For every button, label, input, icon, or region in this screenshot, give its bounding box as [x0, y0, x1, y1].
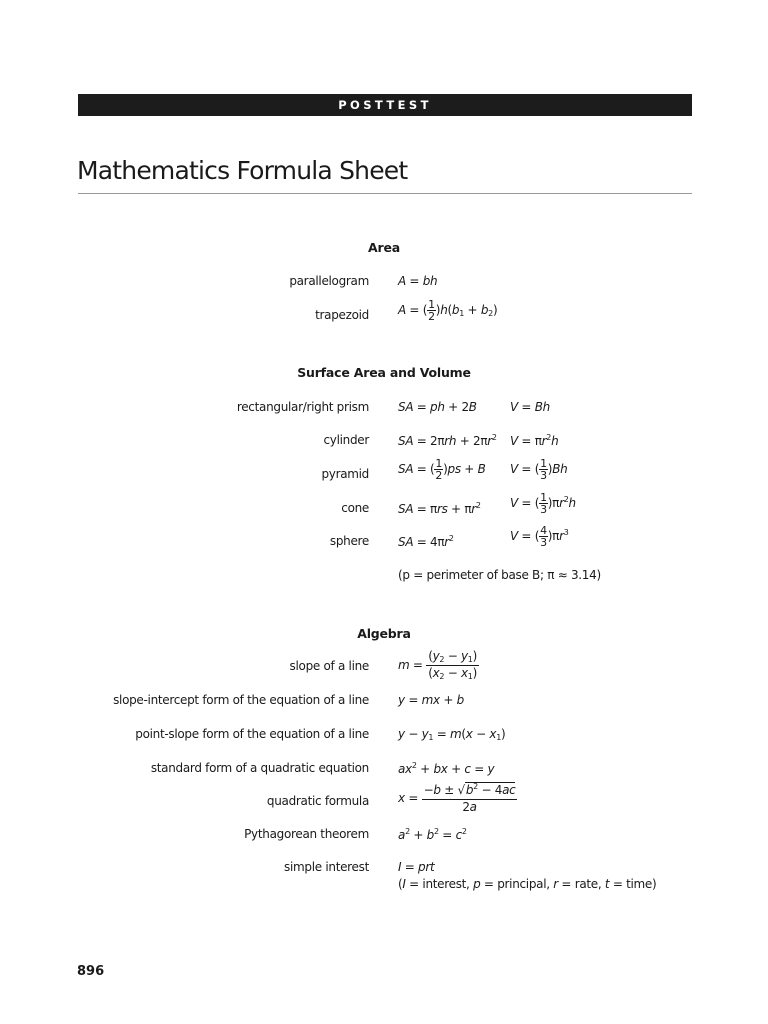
simple-interest-label: simple interest — [284, 860, 369, 874]
trapezoid-label: trapezoid — [315, 308, 369, 322]
pyramid-label: pyramid — [321, 467, 369, 481]
point-slope-label: point-slope form of the equation of a line — [135, 727, 369, 741]
pythagorean-formula: $a^2 + b^2 = c^2$ — [398, 827, 467, 842]
slope-intercept-formula: y = mx + b — [398, 693, 464, 707]
rect-prism-label: rectangular/right prism — [236, 400, 369, 414]
cylinder-label: cylinder — [323, 433, 369, 447]
v-sphere-formula: V = ( $\frac{4}{3}$ )$\pi r^3$ — [510, 524, 569, 549]
page-number: 896 — [77, 964, 105, 979]
sa-pyramid-formula: SA = ( $\frac{1}{2}$ )ps + B — [398, 457, 486, 482]
slope-label: slope of a line — [289, 659, 369, 673]
pythagorean-label: Pythagorean theorem — [244, 827, 369, 841]
v-cone-formula: V = ( $\frac{1}{3}$ )$\pi r^2h$ — [510, 491, 576, 516]
page-title: Mathematics Formula Sheet — [77, 156, 408, 185]
simple-interest-note: (I = interest, p = principal, r = rate, t = time) — [398, 877, 657, 891]
surface-volume-heading: Surface Area and Volume — [297, 365, 471, 380]
sphere-label: sphere — [329, 534, 369, 548]
title-divider — [78, 193, 692, 194]
parallelogram-label: parallelogram — [289, 274, 369, 288]
algebra-heading: Algebra — [357, 626, 411, 641]
simple-interest-formula: I = prt — [398, 860, 435, 874]
sa-rect-prism-formula: SA = ph + 2B — [398, 400, 477, 414]
quadratic-formula-label: quadratic formula — [266, 794, 369, 808]
cone-label: cone — [341, 501, 369, 515]
sa-cone-formula: SA = $\pi rs + \pi r^2$ — [398, 501, 481, 516]
v-pyramid-formula: V = ( $\frac{1}{3}$ )Bh — [510, 457, 568, 482]
slope-formula: m = $\frac{(y_2 - y_1)}{(x_2 - x_1)}$ — [398, 649, 477, 682]
standard-quadratic-label: standard form of a quadratic equation — [150, 761, 369, 775]
area-parallelogram-formula: A = bh — [398, 274, 438, 288]
perimeter-note: (p = perimeter of base B; π ≈ 3.14) — [398, 568, 601, 582]
section-banner: POSTTEST — [78, 94, 692, 116]
v-rect-prism-formula: V = Bh — [510, 400, 550, 414]
area-trapezoid-formula: A = ( $\frac{1}{2}$ )$h(b_1 + b_2)$ — [398, 298, 498, 323]
sa-cylinder-formula: SA = $2\pi rh + 2\pi r^2$ — [398, 433, 497, 448]
area-heading: Area — [368, 240, 400, 255]
quadratic-formula: x = $\frac{-b \pm √b^2 - 4ac}{2a}$ — [398, 782, 516, 814]
point-slope-formula: $y - y_1 = m(x - x_1)$ — [398, 727, 506, 742]
v-cylinder-formula: $V = \pi r^2h$ — [510, 433, 559, 448]
standard-quadratic-formula: $ax^2$ + bx + c = y — [398, 761, 495, 776]
sa-sphere-formula: SA = $4\pi r^2$ — [398, 534, 454, 549]
slope-intercept-label: slope-intercept form of the equation of a line — [113, 693, 369, 707]
